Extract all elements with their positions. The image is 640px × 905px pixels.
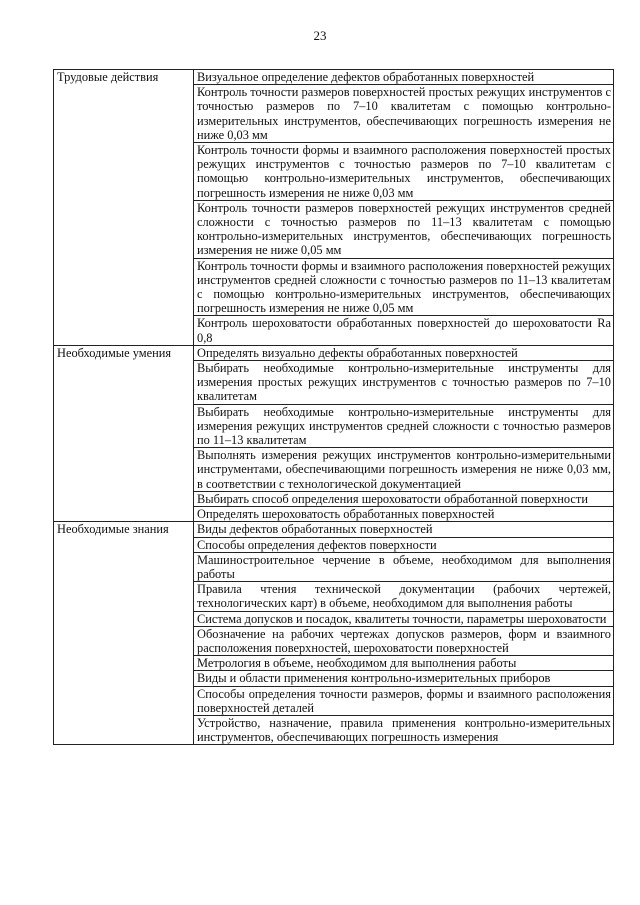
list-item: Определять визуально дефекты обработанных поверхностей (194, 345, 614, 360)
page-number: 23 (313, 28, 327, 43)
list-item: Обозначение на рабочих чертежах допусков размеров, форм и взаимного расположения поверхностей, шероховатости поверхностей (194, 626, 614, 655)
list-item: Устройство, назначение, правила применения контрольно-измерительных инструментов, обеспечивающих погрешность измерения (194, 715, 614, 744)
list-item: Метрология в объеме, необходимом для выполнения работы (194, 656, 614, 671)
list-item: Контроль точности формы и взаимного расположения поверхностей простых режущих инструментов с точностью размеров по 7–10 квалитетам с помощью контрольно-измерительных инструментов, обеспечивающих погрешность измерения не ниже 0,03 мм (194, 143, 614, 201)
list-item: Определять шероховатость обработанных поверхностей (194, 507, 614, 522)
list-item: Выбирать необходимые контрольно-измерительные инструменты для измерения простых режущих инструментов с точностью размеров по 7–10 квалитетам (194, 361, 614, 405)
list-item: Система допусков и посадок, квалитеты точности, параметры шероховатости (194, 611, 614, 626)
list-item: Выполнять измерения режущих инструментов контрольно-измерительными инструментами, обеспечивающими погрешность измерения не ниже 0,03 мм, в соответствии с технологической документацией (194, 448, 614, 492)
list-item: Выбирать необходимые контрольно-измерительные инструменты для измерения режущих инструментов средней сложности с точностью размеров по 11–13 квалитетам (194, 404, 614, 448)
list-item: Способы определения дефектов поверхности (194, 537, 614, 552)
list-item: Виды дефектов обработанных поверхностей (194, 522, 614, 537)
list-item: Машиностроительное черчение в объеме, необходимом для выполнения работы (194, 552, 614, 581)
section-title-required-skills: Необходимые умения (54, 345, 194, 521)
section-title-required-knowledge: Необходимые знания (54, 522, 194, 745)
list-item: Контроль точности размеров поверхностей режущих инструментов средней сложности с точностью размеров по 11–13 квалитетам с помощью контрольно-измерительных инструментов, обеспечивающих погрешность измерения не ниже 0,05 мм (194, 200, 614, 258)
section-title-labor-actions: Трудовые действия (54, 70, 194, 346)
list-item: Выбирать способ определения шероховатости обработанной поверхности (194, 491, 614, 506)
list-item: Контроль шероховатости обработанных поверхностей до шероховатости Ra 0,8 (194, 316, 614, 345)
list-item: Контроль точности формы и взаимного расположения поверхностей режущих инструментов средней сложности с точностью размеров по 11–13 квалитетам с помощью контрольно-измерительных инструментов, обеспечивающих погрешность измерения не ниже 0,05 мм (194, 258, 614, 316)
table-row (54, 522, 614, 537)
list-item: Правила чтения технической документации (рабочих чертежей, технологических карт) в объеме, необходимом для выполнения работы (194, 582, 614, 611)
list-item: Визуальное определение дефектов обработанных поверхностей (194, 70, 614, 85)
list-item: Виды и области применения контрольно-измерительных приборов (194, 671, 614, 686)
requirements-table (53, 69, 614, 745)
list-item: Способы определения точности размеров, формы и взаимного расположения поверхностей деталей (194, 686, 614, 715)
table-row (54, 345, 614, 360)
list-item: Контроль точности размеров поверхностей простых режущих инструментов с точностью размеров по 7–10 квалитетам с помощью контрольно-измерительных инструментов, обеспечивающих погрешность измерения не ниже 0,03 мм (194, 85, 614, 143)
table-row (54, 70, 614, 85)
